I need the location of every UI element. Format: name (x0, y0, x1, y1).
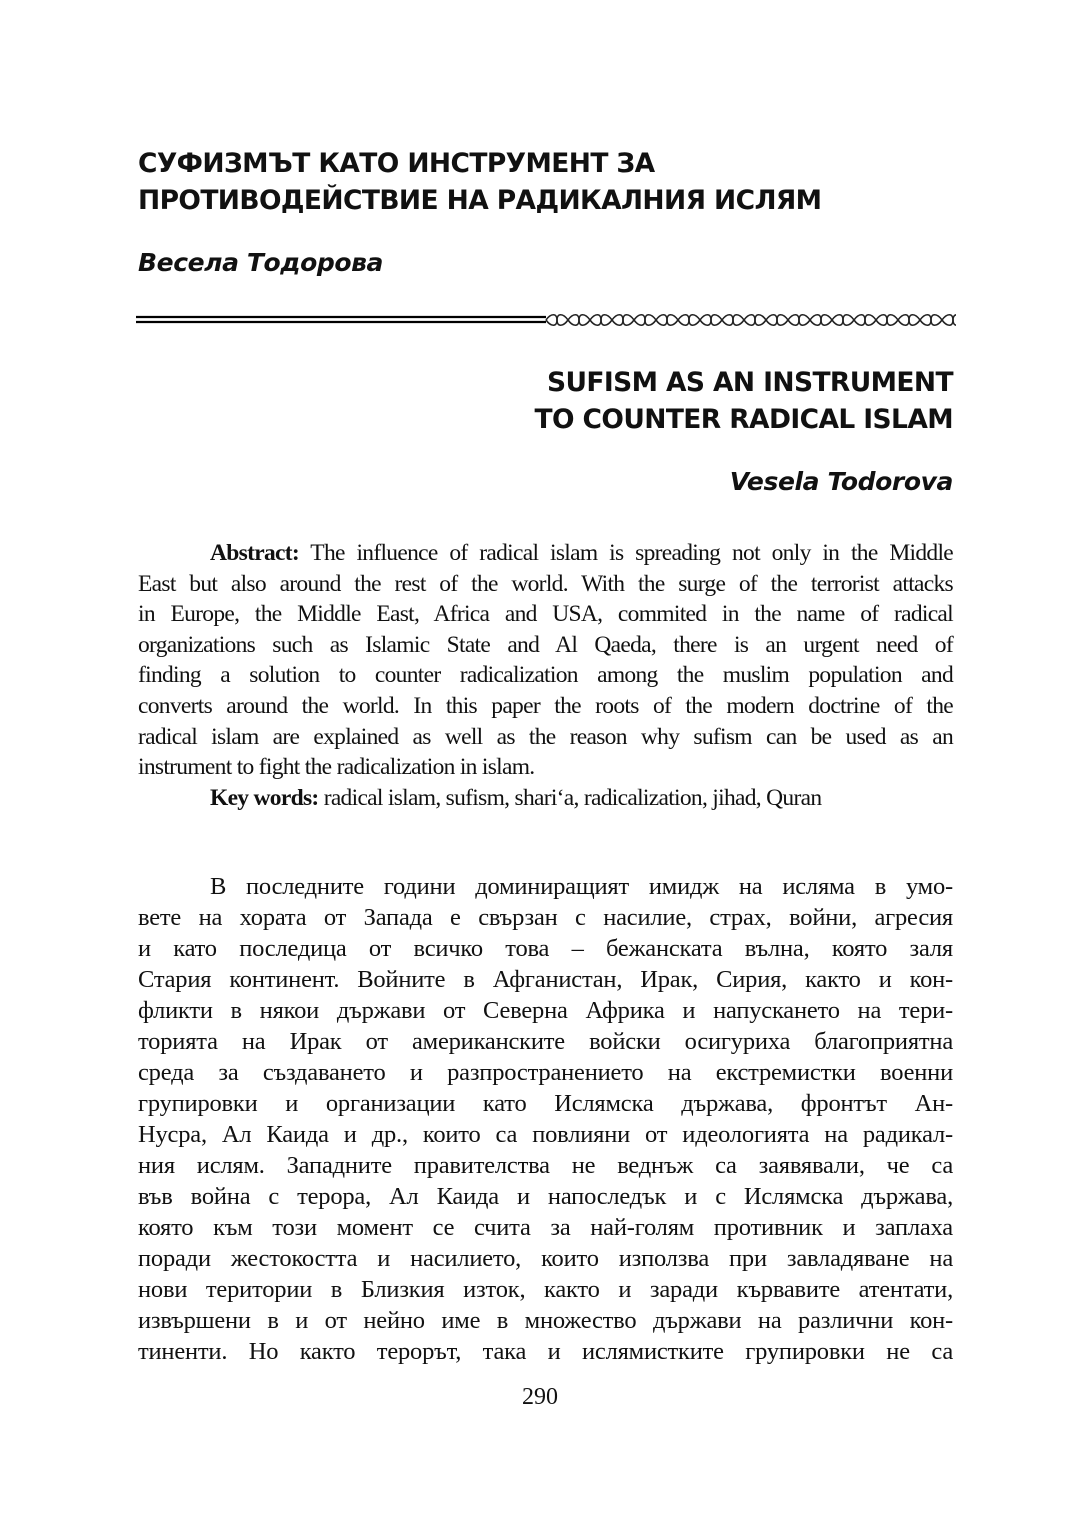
body-line: ния ислям. Западните правителства не веднъж са заявявали, че са (138, 1152, 953, 1179)
body-line: Нусра, Ал Каида и др., които са повлияни от идеологията на радикал- (138, 1121, 953, 1148)
abstract-line: in Europe, the Middle East, Africa and USA, commited in the name of radical (138, 601, 953, 628)
body-line: вете на хората от Запада е свързан с насилие, страх, войни, агресия (138, 904, 953, 931)
keywords (138, 783, 953, 814)
title-english (535, 364, 953, 438)
body-line: тиненти. Но както терорът, така и ислямистките групировки не са (138, 1338, 953, 1365)
title-en-line: SUFISM AS AN INSTRUMENT (546, 367, 953, 398)
body-line: нови територии в Близкия изток, както и заради кървавите атентати, (138, 1276, 953, 1303)
keywords-label: Key words: (210, 784, 319, 811)
body-line: В последните години доминиращият имидж на исляма в умо- (210, 873, 953, 900)
body-line: среда за създаването и разпространението на екстремистки военни (138, 1059, 953, 1086)
body-line: поради жестокостта и насилието, които използва при завладяване на (138, 1245, 953, 1272)
body-text (138, 871, 953, 1367)
body-line: във война с терора, Ал Каида и напоследък и с Ислямска държава, (138, 1183, 953, 1210)
abstract-line: organizations such as Islamic State and Al Qaeda, there is an urgent need of (138, 631, 953, 658)
body-line: извършени в и от нейно име в множество държави на различни кон- (138, 1307, 953, 1334)
abstract-text: The influence of radical islam is spreading not only in the Middle (298, 540, 953, 566)
body-line: групировки и организации като Ислямска държава, фронтът Ан- (138, 1090, 953, 1117)
decorative-rule (136, 310, 956, 330)
author-bulgarian: Весела Тодорова (138, 248, 384, 277)
body-line: фликти в някои държави от Северна Африка и напускането на тери- (138, 997, 953, 1024)
keywords-text: radical islam, sufism, shari‘a, radicalization, jihad, Quran (318, 784, 822, 811)
author-english: Vesela Todorova (729, 467, 953, 496)
abstract (138, 538, 953, 813)
abstract-line: instrument to fight the radicalization in islam. (138, 754, 535, 781)
abstract-line: radical islam are explained as well as the reason why sufism can be used as an (138, 723, 953, 750)
body-line: торията на Ирак от американските войски осигуриха благоприятна (138, 1028, 953, 1055)
abstract-line (138, 538, 953, 569)
body-line: и като последица от всичко това – бежанската вълна, която заля (138, 935, 953, 962)
title-bulgarian (138, 145, 821, 219)
title-en-line: TO COUNTER RADICAL ISLAM (534, 404, 953, 435)
body-line: Стария континент. Войните в Афганистан, Ирак, Сирия, както и кон- (138, 966, 953, 993)
abstract-line: finding a solution to counter radicalization among the muslim population and (138, 662, 953, 689)
body-line: която към този момент се счита за най-голям противник и заплаха (138, 1214, 953, 1241)
title-bg-line: ПРОТИВОДЕЙСТВИЕ НА РАДИКАЛНИЯ ИСЛЯМ (138, 185, 822, 216)
abstract-line: East but also around the rest of the world. With the surge of the terrorist attacks (138, 570, 953, 597)
title-bg-line: СУФИЗМЪТ КАТО ИНСТРУМЕНТ ЗА (138, 148, 655, 179)
abstract-label: Abstract: (210, 540, 299, 566)
abstract-line: converts around the world. In this paper the roots of the modern doctrine of the (138, 692, 953, 719)
page-number: 290 (522, 1384, 558, 1410)
